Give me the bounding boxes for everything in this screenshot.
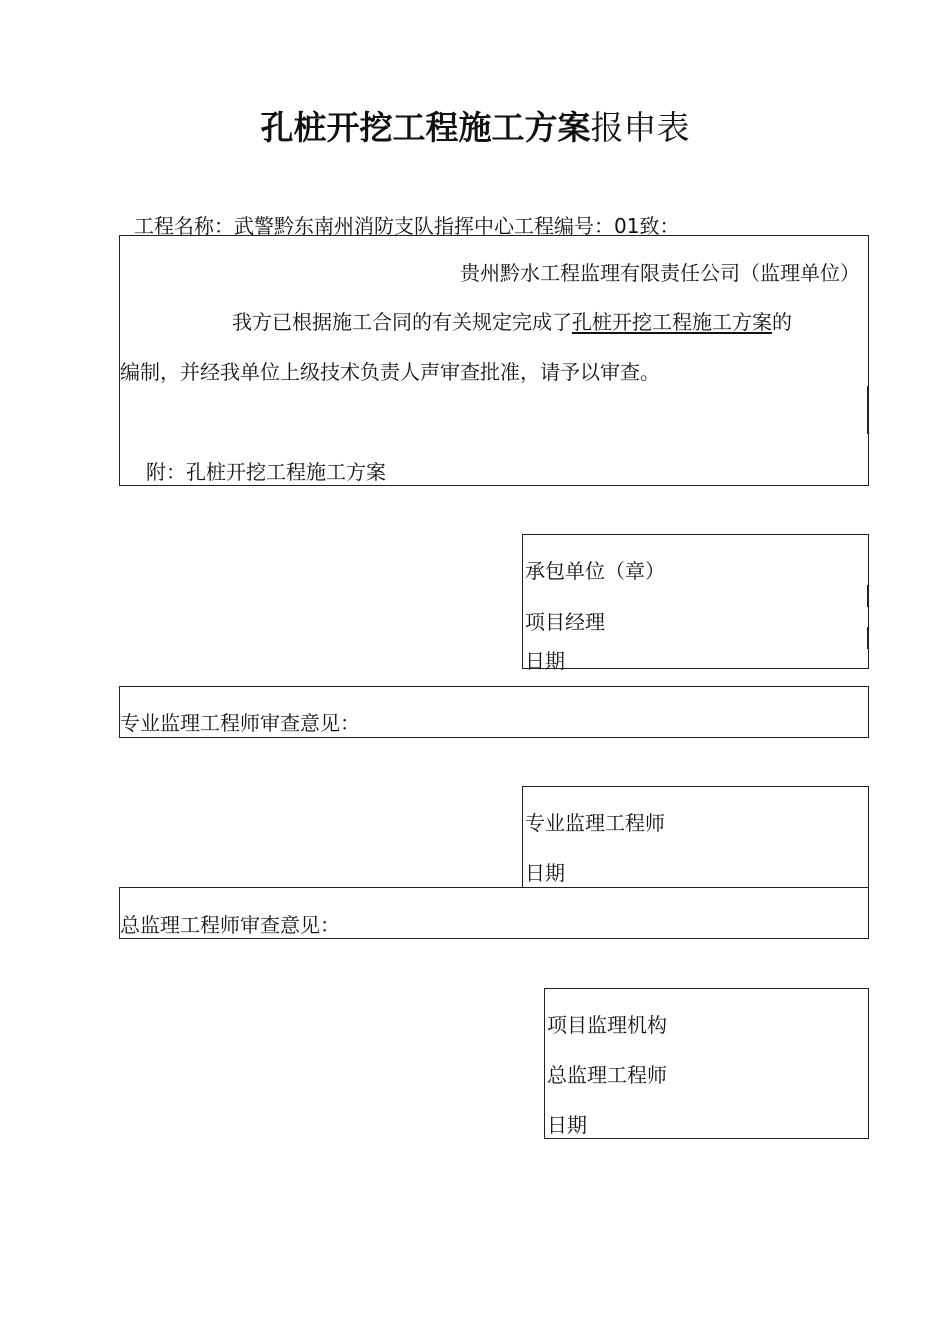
project-name: 武警黔东南州消防支队指挥中心工程	[234, 214, 554, 238]
statement-suffix: 的	[772, 310, 792, 334]
recipient: 贵州黔水工程监理有限责任公司（监理单位）	[460, 261, 860, 285]
specialist-opinion-label: 专业监理工程师审查意见：	[120, 711, 360, 735]
project-manager: 项目经理	[525, 610, 605, 634]
statement-line-1	[232, 306, 792, 335]
project-label: 工程名称：	[134, 214, 234, 238]
number-label: 编号：	[554, 214, 614, 238]
contractor-unit: 承包单位（章）	[525, 559, 665, 583]
border-mark	[867, 585, 869, 607]
specialist-engineer: 专业监理工程师	[525, 811, 665, 835]
chief-opinion-label: 总监理工程师审查意见：	[120, 913, 340, 937]
specialist-opinion-box	[119, 686, 869, 738]
border-mark	[867, 627, 869, 649]
contractor-box	[522, 534, 869, 673]
statement-underlined-plan: 孔桩开挖工程施工方案	[572, 310, 772, 334]
chief-opinion-box	[119, 887, 869, 939]
statement-prefix: 我方已根据施工合同的有关规定完成了	[232, 310, 572, 334]
attachment: 附：孔桩开挖工程施工方案	[146, 460, 386, 484]
number-value: 01	[614, 214, 640, 238]
title-main: 孔桩开挖工程施工方案	[260, 108, 591, 147]
chief-sign-box	[544, 988, 869, 1139]
border-mark	[867, 386, 869, 434]
submission-box	[119, 235, 869, 486]
supervision-agency: 项目监理机构	[547, 1013, 667, 1037]
contractor-date: 日期	[525, 649, 565, 673]
to-label: 致：	[639, 214, 680, 238]
page-title	[0, 102, 950, 149]
specialist-sign-box	[522, 786, 869, 888]
chief-date: 日期	[547, 1113, 587, 1137]
chief-engineer: 总监理工程师	[547, 1063, 667, 1087]
statement-line-2: 编制，并经我单位上级技术负责人声审查批准，请予以审查。	[120, 360, 660, 384]
title-suffix: 报申表	[590, 108, 690, 147]
specialist-date: 日期	[525, 861, 565, 885]
